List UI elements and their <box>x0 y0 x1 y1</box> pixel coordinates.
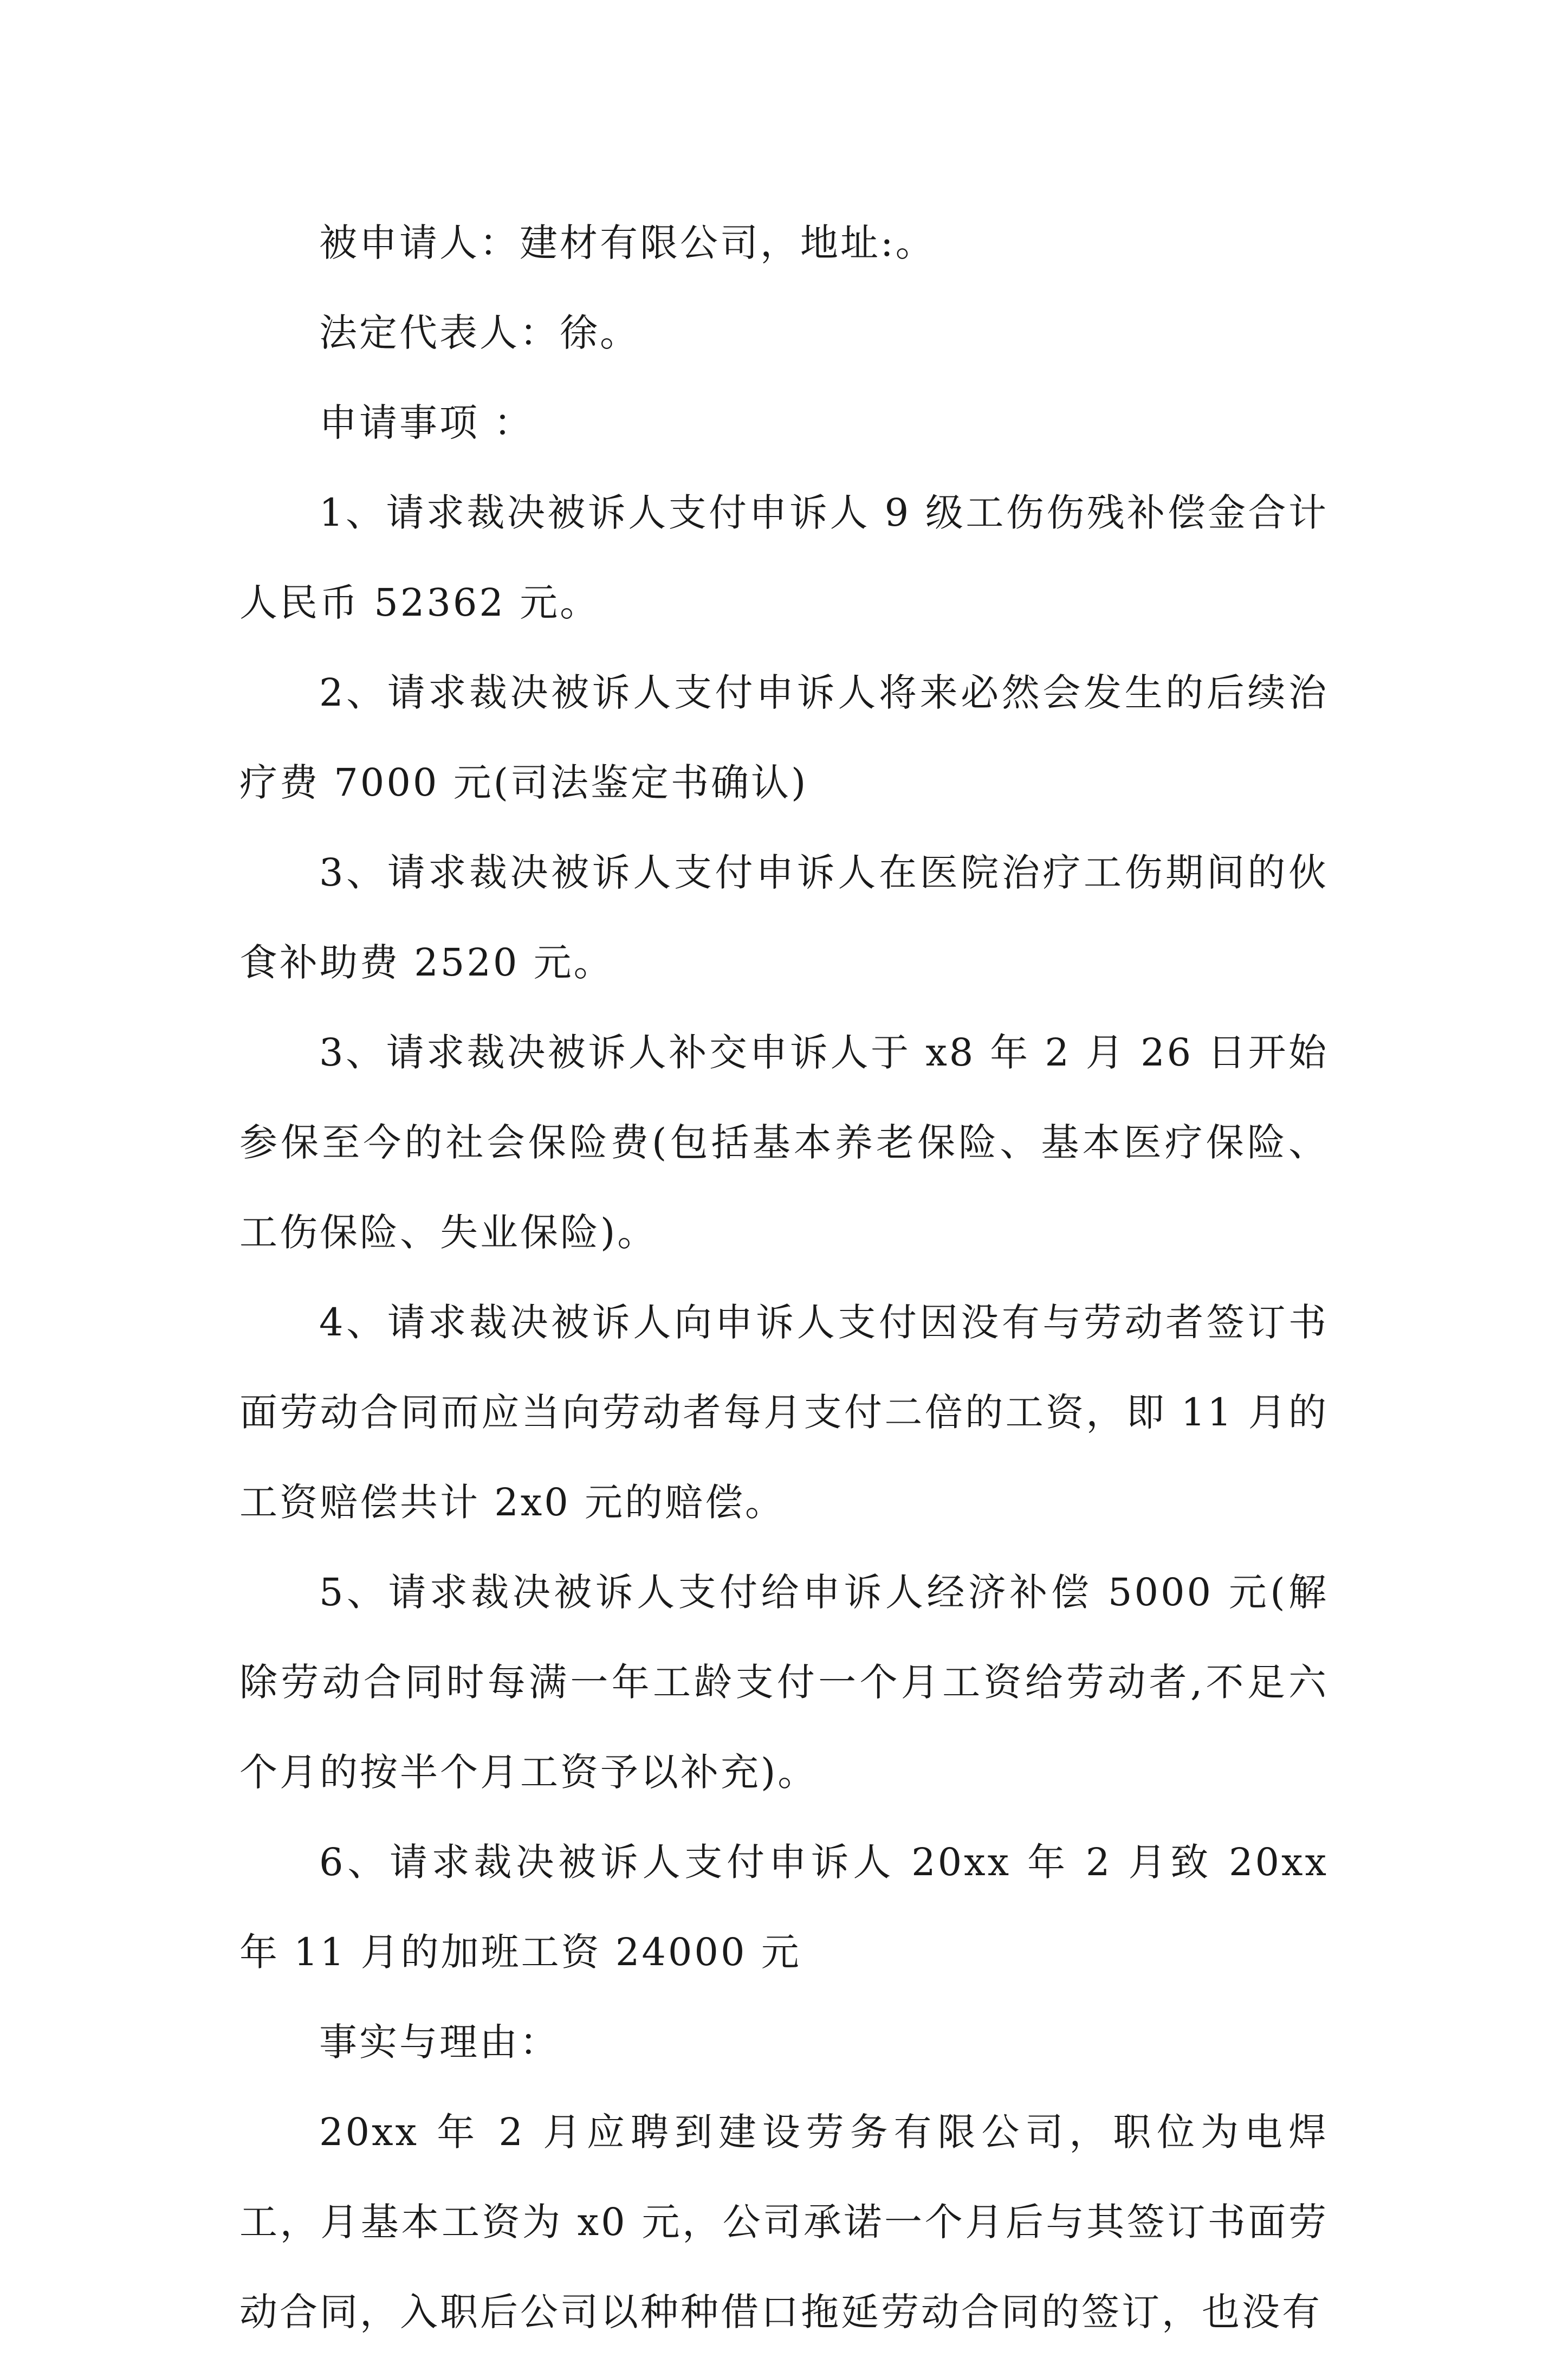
legal-representative-line: 法定代表人：徐。 <box>319 311 640 355</box>
claim-item-6: 6、请求裁决被诉人支付申诉人 20xx 年 2 月致 20xx 年 11 月的加班工资 24000 元 <box>239 1840 1329 1974</box>
facts-heading: 事实与理由： <box>319 2020 560 2064</box>
claim-item-5: 5、请求裁决被诉人支付给申诉人经济补偿 5000 元(解除劳动合同时每满一年工龄支付一个月工资给劳动者,不足六个月的按半个月工资予以补充)。 <box>239 1570 1329 1794</box>
claim-item-1: 1、请求裁决被诉人支付申诉人 9 级工伤伤残补偿金合计人民币 52362 元。 <box>239 490 1329 625</box>
claim-item-3a: 3、请求裁决被诉人支付申诉人在医院治疗工伤期间的伙食补助费 2520 元。 <box>239 850 1329 985</box>
claim-item-3b: 3、请求裁决被诉人补交申诉人于 x8 年 2 月 26 日开始参保至今的社会保险费(包括基本养老保险、基本医疗保险、工伤保险、失业保险)。 <box>239 1030 1329 1255</box>
document-body <box>239 198 1329 2357</box>
claim-item-2: 2、请求裁决被诉人支付申诉人将来必然会发生的后续治疗费 7000 元(司法鉴定书确认) <box>239 670 1329 805</box>
respondent-line: 被申请人：建材有限公司，地址:。 <box>319 221 936 265</box>
claims-heading: 申请事项 ： <box>319 401 534 445</box>
facts-paragraph: 20xx 年 2 月应聘到建设劳务有限公司，职位为电焊工，月基本工资为 x0 元，公司承诺一个月后与其签订书面劳动合同，入职后公司以种种借口拖延劳动合同的签订，也没有 <box>239 2110 1329 2334</box>
claim-item-4: 4、请求裁决被诉人向申诉人支付因没有与劳动者签订书面劳动合同而应当向劳动者每月支付二倍的工资，即 11 月的工资赔偿共计 2x0 元的赔偿。 <box>239 1300 1329 1525</box>
